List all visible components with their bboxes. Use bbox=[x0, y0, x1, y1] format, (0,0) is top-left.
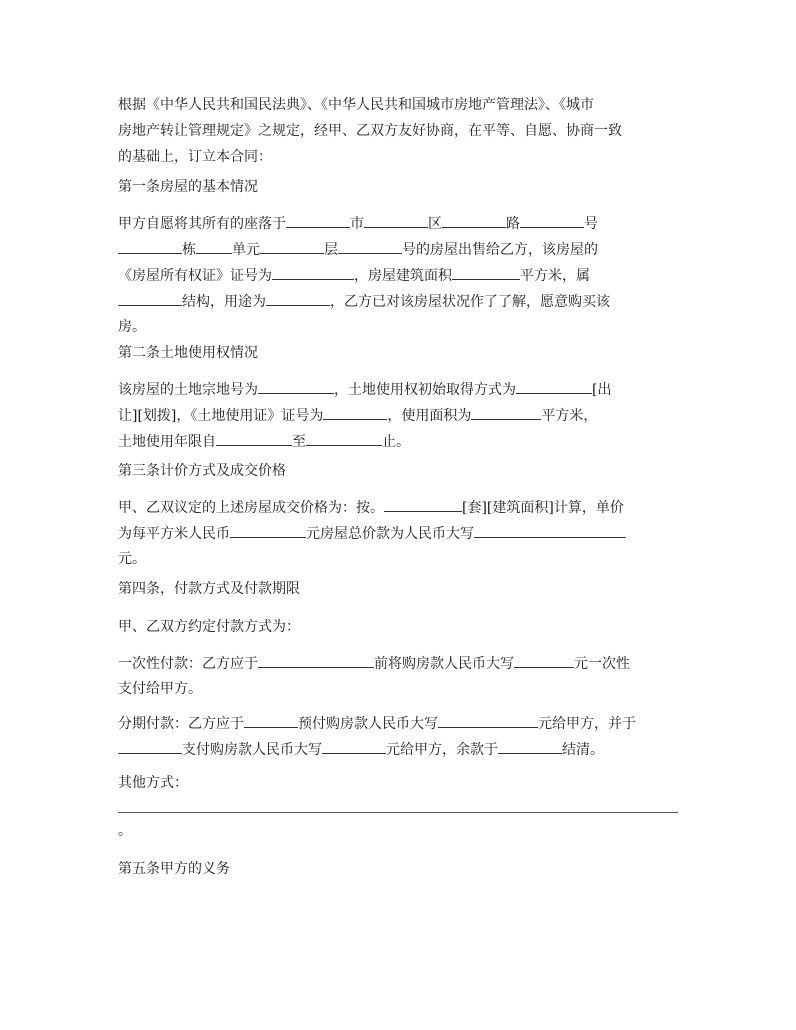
text-segment: 区 bbox=[428, 216, 442, 232]
other-payment-end bbox=[118, 818, 683, 844]
article-3-body bbox=[118, 494, 683, 572]
text-segment: 号的房屋出售给乙方，该房屋的 bbox=[402, 242, 598, 258]
article-3-line-1 bbox=[118, 494, 683, 520]
text-segment: 为每平方米人民币 bbox=[118, 526, 230, 542]
text-segment: [出 bbox=[592, 382, 612, 398]
article-1-line-4 bbox=[118, 288, 683, 314]
article-1-heading-text: 第一条房屋的基本情况 bbox=[118, 179, 258, 195]
lump-sum-date-blank bbox=[258, 650, 374, 668]
article-1-line-5: 房。 bbox=[118, 319, 146, 335]
text-segment: 该房屋的土地宗地号为 bbox=[118, 382, 258, 398]
article-1-line-1 bbox=[118, 210, 683, 236]
article-1-line-3 bbox=[118, 262, 683, 288]
intro-line: 根据《中华人民共和国民法典》、《中华人民共和国城市房地产管理法》、《城市 bbox=[118, 97, 594, 113]
land-certificate-blank bbox=[323, 402, 387, 420]
prepay-date-blank bbox=[244, 710, 298, 728]
payment-agreement bbox=[118, 614, 683, 640]
text-segment: ，土地使用权初始取得方式为 bbox=[334, 382, 516, 398]
intro-line: 房地产转让管理规定》之规定，经甲、乙双方友好协商，在平等、自愿、协商一致 bbox=[118, 123, 622, 139]
text-segment: 前将购房款人民币大写 bbox=[374, 656, 514, 672]
text-segment: 结清。 bbox=[562, 742, 604, 758]
road-blank bbox=[442, 210, 506, 228]
lump-sum-amount-blank bbox=[514, 650, 574, 668]
article-3-line-2 bbox=[118, 520, 683, 546]
other-payment-blank-line bbox=[118, 812, 678, 813]
second-date-blank bbox=[118, 736, 182, 754]
text-segment: 号 bbox=[584, 216, 598, 232]
text-segment: 甲、乙双议定的上述房屋成交价格为：按。 bbox=[118, 500, 384, 516]
text-segment: 元给甲方，并于 bbox=[538, 716, 636, 732]
article-4-heading bbox=[118, 576, 683, 602]
article-2-heading bbox=[118, 340, 683, 366]
text-segment: 市 bbox=[350, 216, 364, 232]
article-1-heading bbox=[118, 174, 683, 200]
balance-date-blank bbox=[498, 736, 562, 754]
unit-blank bbox=[196, 236, 232, 254]
text-segment: ，房屋建筑面积 bbox=[354, 268, 452, 284]
prepay-amount-blank bbox=[438, 710, 538, 728]
article-2-line-1 bbox=[118, 376, 683, 402]
article-4-heading-text: 第四条，付款方式及付款期限 bbox=[118, 581, 300, 597]
article-3-heading bbox=[118, 458, 683, 484]
second-amount-blank bbox=[322, 736, 386, 754]
text-segment: 《房屋所有权证》证号为 bbox=[118, 268, 272, 284]
lump-sum-line-1 bbox=[118, 650, 683, 676]
floor-blank bbox=[260, 236, 324, 254]
article-2-line-3 bbox=[118, 428, 683, 454]
intro-paragraph bbox=[118, 92, 683, 170]
article-2-body bbox=[118, 376, 683, 454]
city-blank bbox=[286, 210, 350, 228]
text-segment: 止。 bbox=[382, 434, 410, 450]
other-payment-end-text: 。 bbox=[118, 823, 132, 839]
article-3-line-3: 元。 bbox=[118, 551, 146, 567]
usage-blank bbox=[266, 288, 330, 306]
text-segment: 栋 bbox=[182, 242, 196, 258]
text-segment: 元给甲方，余款于 bbox=[386, 742, 498, 758]
certificate-blank bbox=[272, 262, 354, 280]
total-price-blank bbox=[474, 520, 626, 538]
article-5-heading bbox=[118, 856, 683, 882]
text-segment: 一次性付款：乙方应于 bbox=[118, 656, 258, 672]
pricing-basis-blank bbox=[384, 494, 462, 512]
text-segment: 元房屋总价款为人民币大写 bbox=[306, 526, 474, 542]
text-segment: 分期付款：乙方应于 bbox=[118, 716, 244, 732]
text-segment: 单元 bbox=[232, 242, 260, 258]
text-segment: 结构，用途为 bbox=[182, 294, 266, 310]
text-segment: ，乙方已对该房屋状况作了了解，愿意购买该 bbox=[330, 294, 610, 310]
other-payment bbox=[118, 770, 683, 796]
text-segment: 平方米，属 bbox=[520, 268, 590, 284]
text-segment: 至 bbox=[292, 434, 306, 450]
lump-sum-line-2: 支付给甲方。 bbox=[118, 681, 202, 697]
installment-payment bbox=[118, 710, 683, 762]
unit-price-blank bbox=[230, 520, 306, 538]
room-blank bbox=[338, 236, 402, 254]
text-segment: 元一次性 bbox=[574, 656, 630, 672]
district-blank bbox=[364, 210, 428, 228]
text-segment: 层 bbox=[324, 242, 338, 258]
intro-line: 的基础上，订立本合同： bbox=[118, 149, 272, 165]
article-2-line-2 bbox=[118, 402, 683, 428]
text-segment: 平方米， bbox=[541, 408, 598, 424]
payment-agreement-text: 甲、乙双方约定付款方式为： bbox=[118, 619, 300, 635]
parcel-number-blank bbox=[258, 376, 334, 394]
acquisition-blank bbox=[516, 376, 592, 394]
text-segment: ，使用面积为 bbox=[387, 408, 472, 424]
text-segment: 支付购房款人民币大写 bbox=[182, 742, 322, 758]
term-start-blank bbox=[216, 428, 292, 446]
term-end-blank bbox=[306, 428, 382, 446]
text-segment: 甲方自愿将其所有的座落于 bbox=[118, 216, 286, 232]
building-blank bbox=[118, 236, 182, 254]
other-payment-label: 其他方式： bbox=[118, 775, 188, 791]
number-blank bbox=[520, 210, 584, 228]
article-3-heading-text: 第三条计价方式及成交价格 bbox=[118, 463, 286, 479]
area-blank bbox=[452, 262, 520, 280]
text-segment: 让][划拨]，《土地使用证》证号为 bbox=[118, 408, 324, 424]
lump-sum-payment bbox=[118, 650, 683, 702]
installment-line-2 bbox=[118, 736, 683, 762]
installment-line-1 bbox=[118, 710, 683, 736]
text-segment: 土地使用年限自 bbox=[118, 434, 216, 450]
text-segment: 路 bbox=[506, 216, 520, 232]
article-1-line-2 bbox=[118, 236, 683, 262]
text-segment: [套][建筑面积]计算，单价 bbox=[462, 500, 624, 516]
article-1-body bbox=[118, 210, 683, 340]
article-5-heading-text: 第五条甲方的义务 bbox=[118, 861, 230, 877]
structure-blank bbox=[118, 288, 182, 306]
text-segment: 预付购房款人民币大写 bbox=[298, 716, 438, 732]
article-2-heading-text: 第二条土地使用权情况 bbox=[118, 345, 258, 361]
land-area-blank bbox=[471, 402, 541, 420]
